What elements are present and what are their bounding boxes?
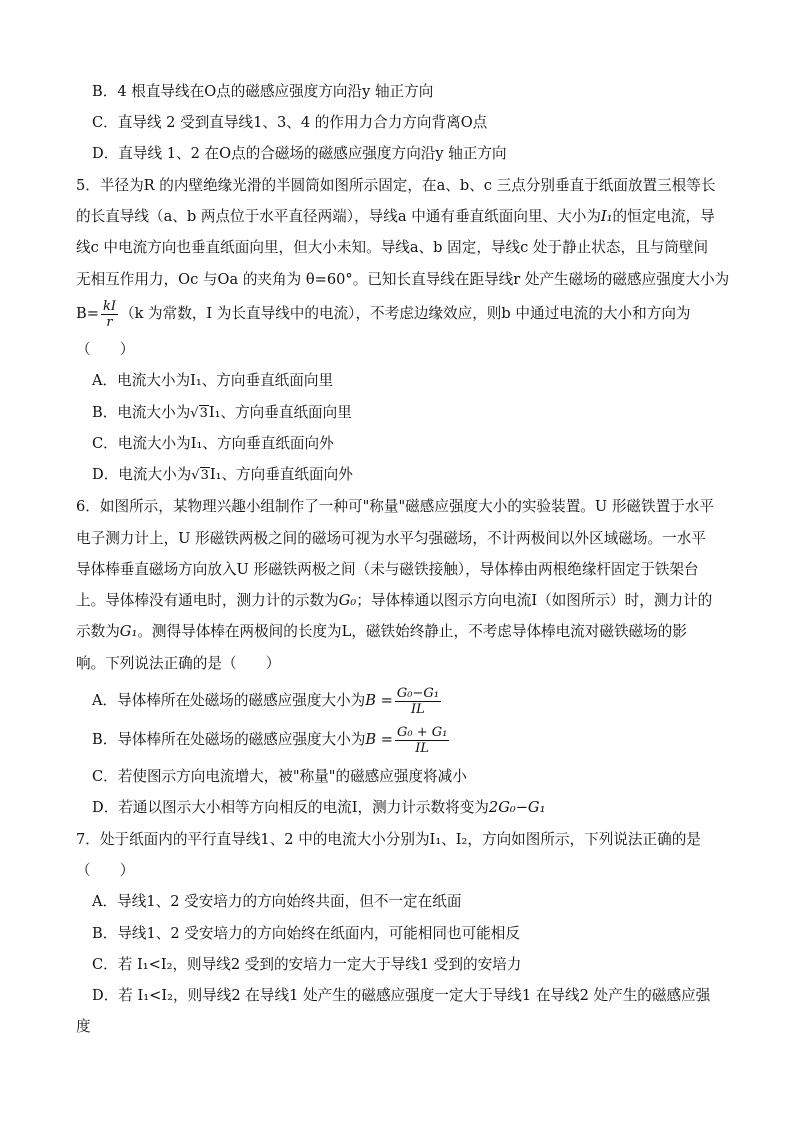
q4-option-c: C．直导线 2 受到直导线1、3、4 的作用力合力方向背离O点 — [92, 114, 488, 131]
q6-option-b: B．导体棒所在处磁场的磁感应强度大小为B = $\frac{\text{G₀ + G₁}}{IL}$ — [92, 724, 448, 756]
q6-stem-line-6: 响。下列说法正确的是（ ） — [76, 655, 281, 672]
formula-g0-minus-g1-over-il: $\frac{\text{G₀−G₁}}{IL}$ — [396, 685, 439, 717]
formula-g0-plus-g1-over-il: $\frac{\text{G₀ + G₁}}{IL}$ — [397, 724, 448, 756]
q5-stem-line-1: 5．半径为R 的内壁绝缘光滑的半圆筒如图所示固定，在a、b、c 三点分别垂直于纸面放置三根等长 — [76, 177, 716, 194]
q7-option-d-continued: 度 — [76, 1018, 91, 1035]
q5-answer-paren: （ ） — [76, 341, 135, 358]
q7-answer-paren: （ ） — [76, 862, 135, 879]
q6-stem-line-5: 示数为G₁。测得导体棒在两极间的长度为L，磁铁始终静止，不考虑导体棒电流对磁铁磁场的影 — [76, 623, 687, 640]
q7-option-d: D．若 I₁<I₂，则导线2 在导线1 处产生的磁感应强度一定大于导线1 在导线2 处产生的磁感应强 — [92, 987, 711, 1004]
q6-stem-line-2: 电子测力计上，U 形磁铁两极之间的磁场可视为水平匀强磁场，不计两极间以外区域磁场。一水平 — [76, 530, 706, 547]
q6-option-a: A．导体棒所在处磁场的磁感应强度大小为B = $\frac{\text{G₀−G₁}}{IL}$ — [92, 685, 439, 717]
q5-option-a: A．电流大小为I₁、方向垂直纸面向里 — [92, 372, 334, 389]
q5-option-b: B．电流大小为√3I₁、方向垂直纸面向里 — [92, 403, 352, 424]
q7-option-c: C．若 I₁<I₂，则导线2 受到的安培力一定大于导线1 受到的安培力 — [92, 956, 522, 973]
q7-option-a: A．导线1、2 受安培力的方向始终共面，但不一定在纸面 — [92, 893, 462, 910]
q7-option-b: B．导线1、2 受安培力的方向始终在纸面内，可能相同也可能相反 — [92, 925, 520, 942]
q5-option-d: D．电流大小为√3I₁、方向垂直纸面向外 — [92, 465, 353, 486]
q5-stem-line-3: 线c 中电流方向也垂直纸面向里，但大小未知。导线a、b 固定，导线c 处于静止状态，且与筒壁间 — [76, 239, 709, 256]
q6-stem-line-3: 导体棒垂直磁场方向放入U 形磁铁两极之间（未与磁铁接触），导体棒由两根绝缘杆固定于铁架台 — [76, 561, 699, 578]
q5-option-c: C．电流大小为I₁、方向垂直纸面向外 — [92, 435, 334, 452]
q6-stem-line-1: 6．如图所示，某物理兴趣小组制作了一种可"称量"磁感应强度大小的实验装置。U 形磁铁置于水平 — [76, 498, 714, 515]
q4-option-b: B．4 根直导线在O点的磁感应强度方向沿y 轴正方向 — [92, 83, 434, 100]
q6-option-c: C．若使图示方向电流增大，被"称量"的磁感应强度将减小 — [92, 768, 467, 785]
q5-stem-line-5: B= $\frac{kI}{r}$ （k 为常数，I 为长直导线中的电流），不考虑边缘效应，则b 中通过电流的大小和方向为 — [76, 298, 691, 330]
q6-stem-line-4: 上。导体棒没有通电时，测力计的示数为G₀；导体棒通以图示方向电流I（如图所示）时，测力计的 — [76, 592, 713, 609]
q7-stem-line-1: 7．处于纸面内的平行直导线1、2 中的电流大小分别为I₁、I₂，方向如图所示，下列说法正确的是 — [76, 831, 701, 848]
sqrt-three: √3 — [191, 468, 209, 483]
q6-option-d: D．若通以图示大小相等方向相反的电流I，测力计示数将变为2G₀−G₁ — [92, 799, 546, 816]
q4-option-d: D．直导线 1、2 在O点的合磁场的磁感应强度方向沿y 轴正方向 — [92, 145, 507, 162]
q5-stem-line-4: 无相互作用力，Oc 与Oa 的夹角为 θ=60°。已知长直导线在距导线r 处产生磁场的磁感应强度大小为 — [76, 271, 730, 288]
q5-stem-line-2: 的长直导线（a、b 两点位于水平直径两端），导线a 中通有垂直纸面向里、大小为I₁的恒定电流，导 — [76, 208, 715, 225]
current-i1: I₁ — [600, 208, 613, 225]
sqrt-three: √3 — [190, 406, 208, 421]
formula-ki-over-r: $\frac{kI}{r}$ — [102, 298, 116, 330]
